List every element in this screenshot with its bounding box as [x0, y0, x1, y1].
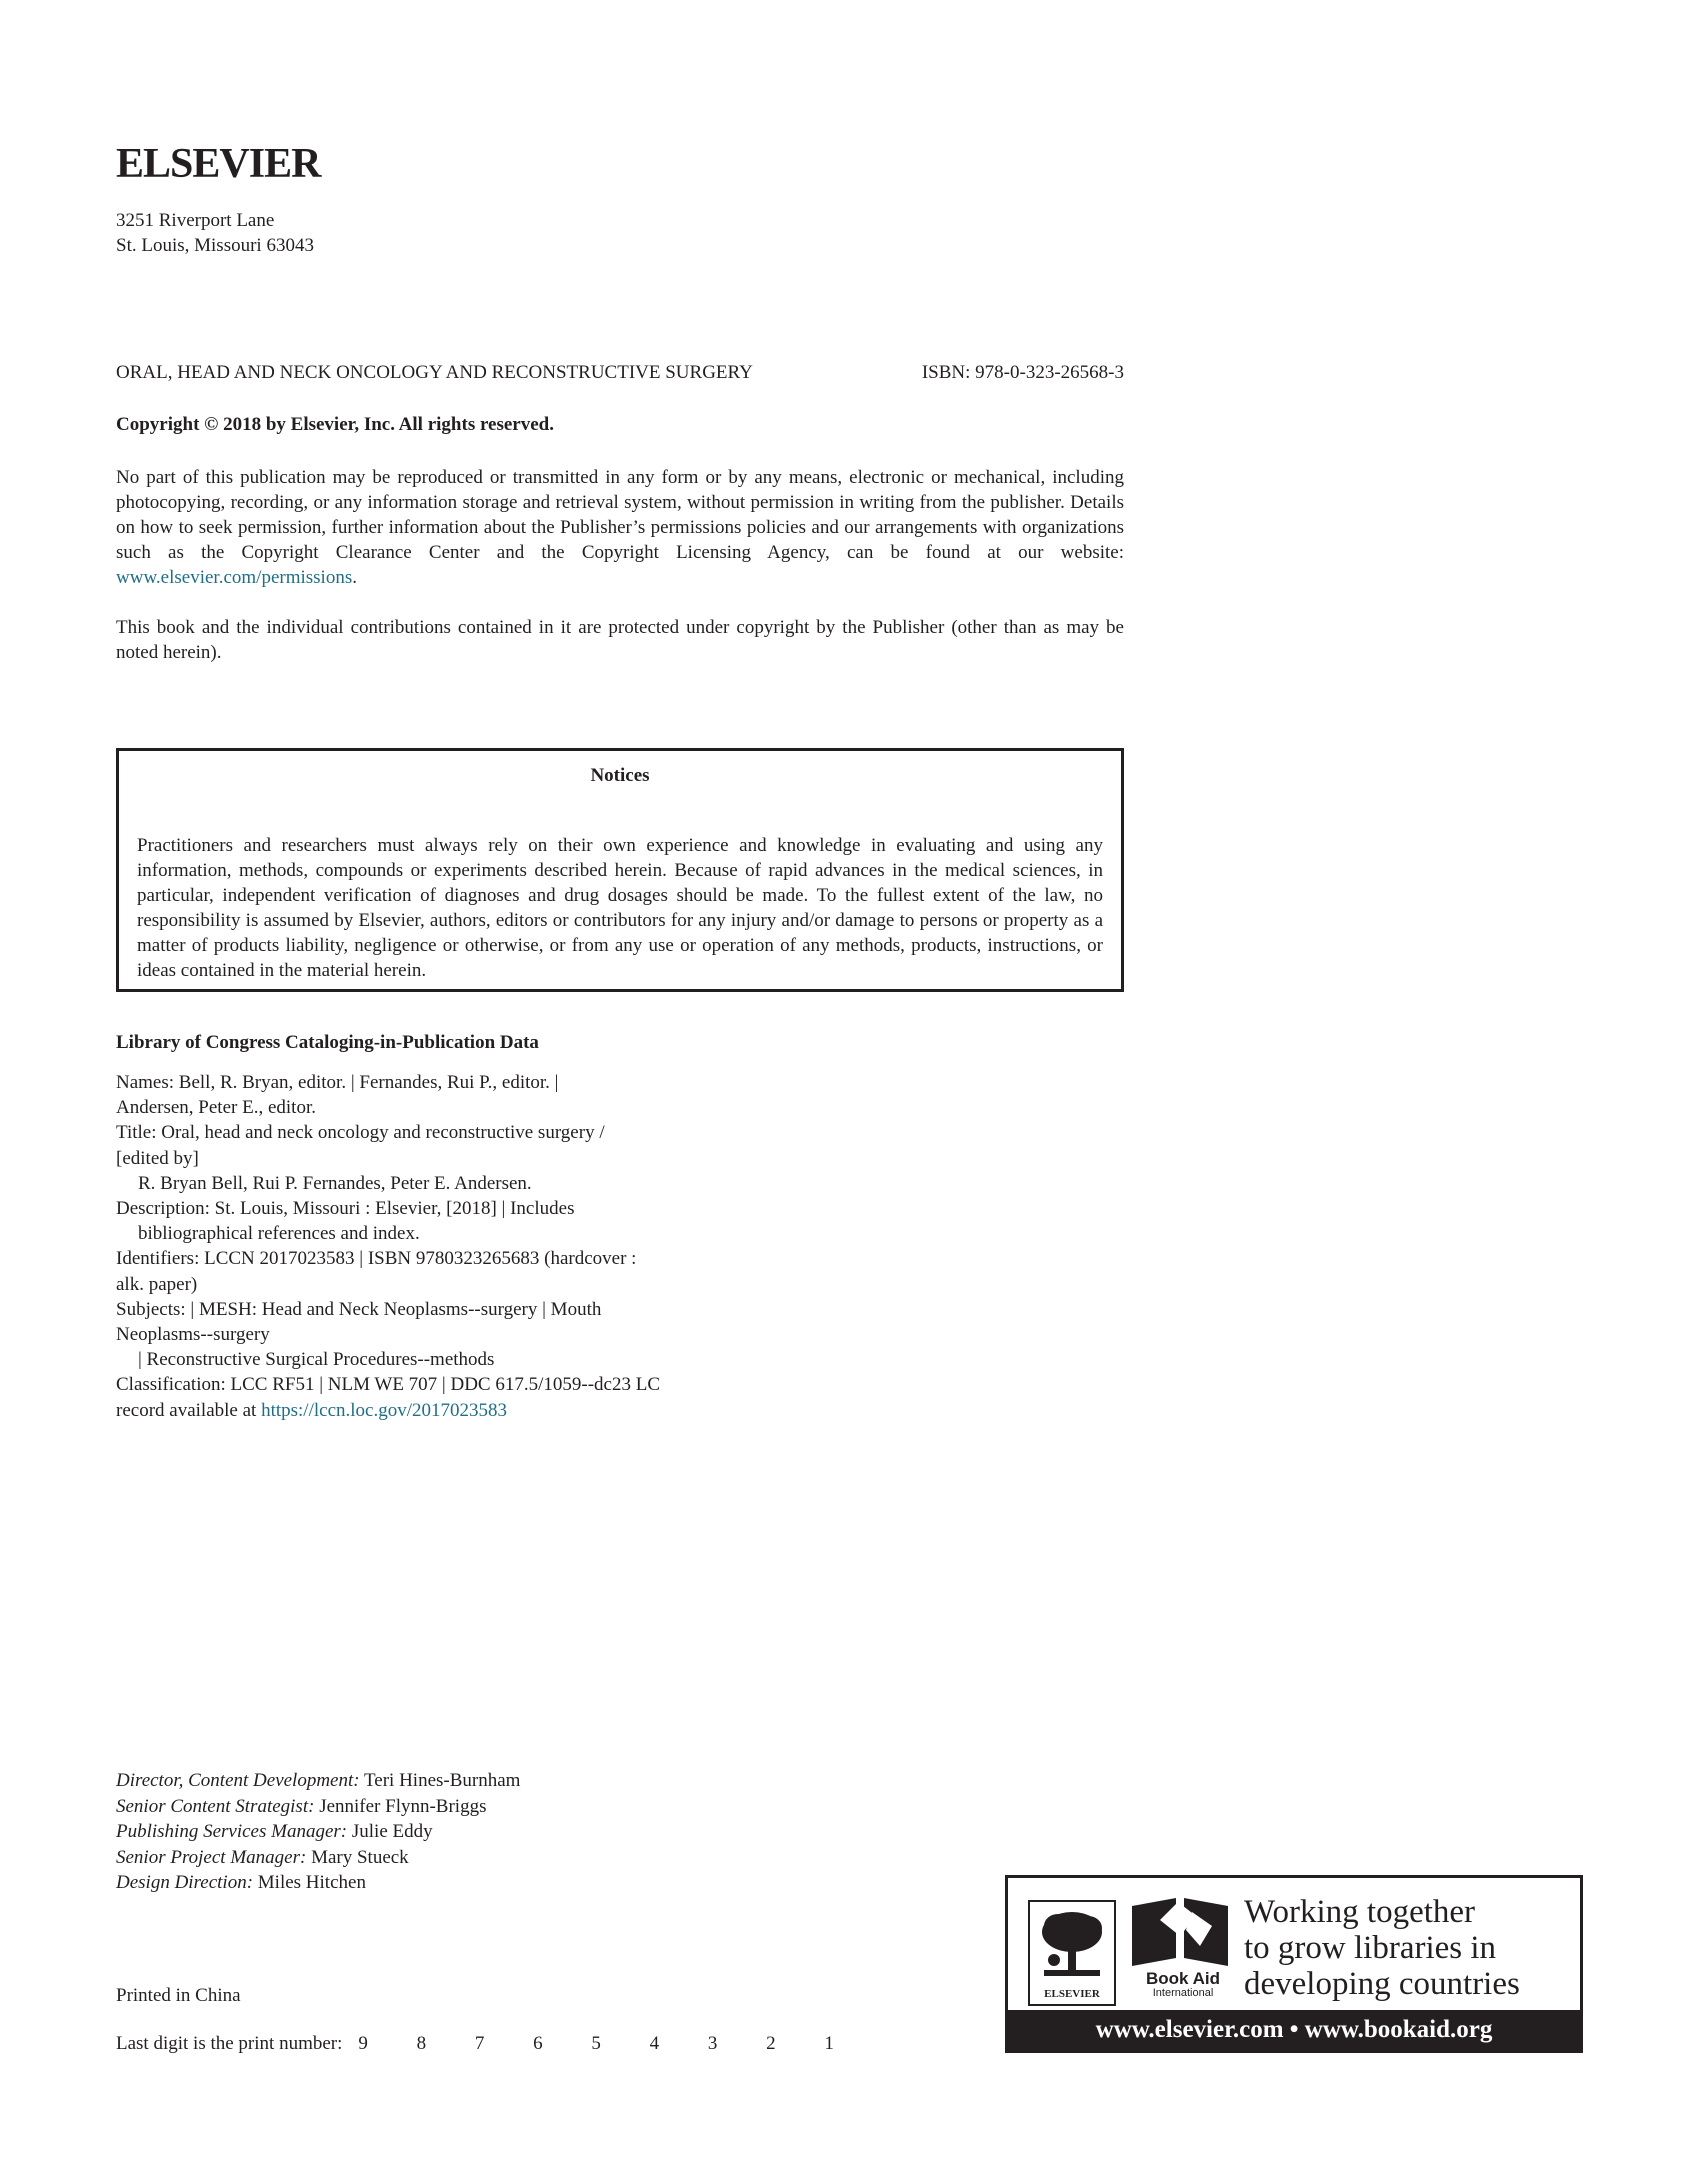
cip-data	[116, 1070, 660, 1423]
permissions-paragraph	[116, 465, 1124, 590]
credit-role: Design Direction:	[116, 1872, 254, 1893]
slogan-line: to grow libraries in	[1244, 1930, 1497, 1966]
book-title: ORAL, HEAD AND NECK ONCOLOGY AND RECONSTRUCTIVE SURGERY	[116, 362, 753, 383]
cip-line-record	[116, 1398, 660, 1423]
book-aid-box	[1005, 1875, 1583, 2053]
credit-name: Julie Eddy	[347, 1821, 433, 1842]
credit-line	[116, 1845, 520, 1871]
print-number-digits: 9 8 7 6 5 4 3 2 1	[358, 2033, 856, 2054]
notices-box	[116, 748, 1124, 992]
cip-line: Neoplasms--surgery	[116, 1324, 270, 1346]
permissions-text: No part of this publication may be reproduced or transmitted in any form or by any means, electronic or mechanical, including photocopying, recording, or any information storage and retrieval system, without permission in writing from the publisher. Details on how to seek permission, further information about the Publisher’s permissions policies and our arrangements with organizations such as the Copyright Clearance Center and the Copyright Licensing Agency, can be found at our website:	[116, 467, 1124, 563]
credit-line	[116, 1870, 520, 1896]
credit-role: Publishing Services Manager:	[116, 1821, 348, 1842]
book-aid-slogan	[1244, 1894, 1520, 2002]
cip-heading: Library of Congress Cataloging-in-Publication Data	[116, 1032, 539, 1053]
credit-line	[116, 1768, 520, 1794]
notices-title: Notices	[590, 765, 650, 786]
cip-line: Identifiers: LCCN 2017023583 | ISBN 9780323265683 (hardcover :	[116, 1248, 637, 1270]
book-aid-label	[1133, 1970, 1233, 1999]
cip-line: alk. paper)	[116, 1273, 198, 1295]
publisher-address	[116, 208, 314, 258]
permissions-end: .	[352, 567, 357, 588]
cip-line: bibliographical references and index.	[138, 1223, 420, 1245]
credit-name: Miles Hitchen	[253, 1872, 366, 1893]
book-aid-sub: International	[1152, 1987, 1214, 1999]
credit-line	[116, 1819, 520, 1845]
cip-line: Subjects: | MESH: Head and Neck Neoplasms--surgery | Mouth	[116, 1298, 602, 1320]
copyright-statement: Copyright © 2018 by Elsevier, Inc. All rights reserved.	[116, 414, 554, 435]
production-credits	[116, 1768, 520, 1896]
elsevier-mark-label: ELSEVIER	[1044, 1988, 1100, 2000]
book-aid-urls: www.elsevier.com • www.bookaid.org	[1008, 2010, 1580, 2050]
cip-line: [edited by]	[116, 1147, 199, 1169]
elsevier-logo: ELSEVIER	[116, 141, 321, 187]
book-aid-name: Book Aid	[1146, 1969, 1220, 1988]
credit-role: Senior Content Strategist:	[116, 1795, 315, 1817]
credit-line	[116, 1794, 520, 1820]
cip-line: | Reconstructive Surgical Procedures--methods	[138, 1349, 495, 1371]
cip-line: Description: St. Louis, Missouri : Elsevier, [2018] | Includes	[116, 1198, 575, 1220]
cip-line: Classification: LCC RF51 | NLM WE 707 | DDC 617.5/1059--dc23 LC	[116, 1374, 660, 1396]
cip-line: Title: Oral, head and neck oncology and reconstructive surgery /	[116, 1122, 605, 1144]
cip-line: R. Bryan Bell, Rui P. Fernandes, Peter E. Andersen.	[138, 1172, 532, 1194]
address-line: 3251 Riverport Lane	[116, 210, 275, 231]
protection-paragraph: This book and the individual contributions contained in it are protected under copyright by the Publisher (other than as may be noted herein).	[116, 617, 1124, 663]
cip-record-prefix: record available at	[116, 1399, 262, 1421]
credit-role: Senior Project Manager:	[116, 1846, 307, 1868]
credit-name: Teri Hines-Burnham	[359, 1770, 521, 1791]
lccn-link[interactable]: https://lccn.loc.gov/2017023583	[261, 1399, 507, 1421]
permissions-link[interactable]: www.elsevier.com/permissions	[116, 567, 353, 588]
cip-line: Andersen, Peter E., editor.	[116, 1097, 316, 1119]
tree-icon	[1030, 1902, 1114, 1982]
cip-line: Names: Bell, R. Bryan, editor. | Fernandes, Rui P., editor. |	[116, 1072, 559, 1093]
slogan-line: developing countries	[1244, 1966, 1520, 2002]
elsevier-tree-logo	[1028, 1900, 1116, 2006]
print-number-line	[116, 2033, 856, 2055]
book-isbn: ISBN: 978-0-323-26568-3	[921, 362, 1124, 383]
book-aid-icon	[1130, 1896, 1230, 1968]
credit-name: Jennifer Flynn-Briggs	[314, 1795, 487, 1817]
book-title-line	[116, 362, 1124, 384]
address-line: St. Louis, Missouri 63043	[116, 235, 314, 256]
printed-in: Printed in China	[116, 1985, 241, 2006]
notices-text: Practitioners and researchers must always rely on their own experience and knowledge in evaluating and using any information, methods, compounds or experiments described herein. Because of rapid advances in the medical sciences, in particular, independent verification of diagnoses and drug dosages should be made. To the fullest extent of the law, no responsibility is assumed by Elsevier, authors, editors or contributors for any injury and/or damage to persons or property as a matter of products liability, negligence or otherwise, or from any use or operation of any methods, products, instructions, or ideas contained in the material herein.	[137, 835, 1103, 981]
print-number-label: Last digit is the print number:	[116, 2033, 343, 2054]
credit-role: Director, Content Development:	[116, 1770, 360, 1791]
credit-name: Mary Stueck	[306, 1846, 409, 1868]
slogan-line: Working together	[1244, 1894, 1476, 1930]
